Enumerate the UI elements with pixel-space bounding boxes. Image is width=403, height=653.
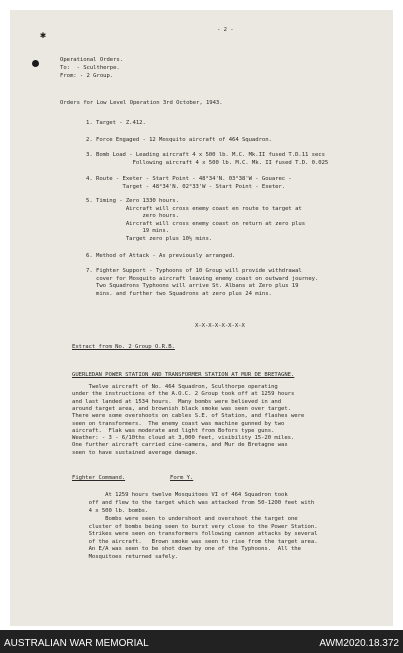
paragraph-line: off and flew to the target which was attacked from 50-1200 feet with bbox=[72, 500, 315, 506]
paragraph-line: and last landed at 1534 hours. Many bombs were believed in and bbox=[72, 398, 282, 405]
paragraph-line: of the aircraft. Brown smoke was seen to rise from the target area. bbox=[72, 538, 318, 545]
order-item-line: Target - 48°34'N. 02°33'W - Start Point - Exeter. bbox=[96, 183, 286, 190]
order-item-line: Aircraft will cross enemy coast on return at zero plus bbox=[96, 220, 306, 227]
section-divider: X-X-X-X-X-X-X-X bbox=[195, 323, 245, 329]
order-item-number: 2. bbox=[86, 137, 93, 143]
extract-title: Extract from No. 2 Group O.R.B. bbox=[72, 344, 175, 350]
order-item-line: Bomb Load - Leading aircraft 4 x 500 lb. M.C. Mk.II fused T.D.11 secs bbox=[96, 152, 325, 158]
section-title: GUERLEDAN POWER STATION AND TRANSFORMER STATION AT MUR DE BRETAGNE. bbox=[72, 372, 295, 378]
paragraph-line: 4 x 500 lb. bombs. bbox=[72, 508, 149, 514]
order-item-line: Following aircraft 4 x 500 lb. M.C. Mk. II fused T.D. 0.025 bbox=[96, 159, 329, 166]
order-item-line: Target - Z.412. bbox=[96, 120, 146, 126]
asterisk-mark-icon: ✱ bbox=[40, 30, 47, 41]
paragraph-line: One further aircraft carried cine-camera, and Mur de Bretagne was bbox=[72, 442, 288, 449]
paragraph-line: seen to have sustained average damage. bbox=[72, 449, 199, 456]
footer-accession-number: AWM2020.18.372 bbox=[319, 638, 399, 649]
fighter-command-label: Fighter Command. bbox=[72, 475, 126, 481]
header-title: Operational Orders. bbox=[60, 57, 124, 63]
order-item-line: Route - Exeter - Start Point - 48°34'N. 03°38'W - Gouarec - bbox=[96, 176, 292, 182]
paragraph-line: Bombs were seen to undershoot and overshoot the target one bbox=[72, 516, 298, 522]
order-item-line: zero hours. bbox=[96, 213, 179, 219]
order-item-line: Method of Attack - As previously arranged. bbox=[96, 253, 236, 259]
order-item-line: 19 mins. bbox=[96, 228, 169, 234]
order-item-line: mins. and further two Squadrons at zero plus 24 mins. bbox=[96, 290, 272, 297]
order-item-number: 3. bbox=[86, 152, 93, 158]
paragraph-line: Weather: - 3 - 6/10ths cloud at 3,000 feet, visibility 15-20 miles. bbox=[72, 435, 295, 442]
paragraph-line: seen on transformers. The enemy coast was machine gunned by two bbox=[72, 420, 285, 427]
paragraph-line: under the instructions of the A.O.C. 2 Group took off at 1259 hours bbox=[72, 391, 295, 398]
order-item-line: Target zero plus 10½ mins. bbox=[96, 235, 213, 242]
footer-archive-name: AUSTRALIAN WAR MEMORIAL bbox=[4, 638, 149, 649]
archive-footer bbox=[0, 630, 403, 653]
order-item-number: 4. bbox=[86, 176, 93, 182]
order-item-number: 5. bbox=[86, 198, 93, 204]
paragraph-line: Mosquitoes returned safely. bbox=[72, 554, 179, 560]
order-item-line: Timing - Zero 1330 hours. bbox=[96, 198, 179, 204]
order-item-line: Force Engaged - 12 Mosquito aircraft of 464 Squadron. bbox=[96, 137, 272, 143]
paragraph-line: aircraft. Flak was moderate and light from Bofors type guns. bbox=[72, 427, 275, 434]
order-item-line: Two Squadrons Typhoons will arrive St. Albans at Zero plus 19 bbox=[96, 283, 299, 289]
order-item-number: 7. bbox=[86, 268, 93, 274]
punch-hole-icon bbox=[32, 60, 39, 67]
order-item-line: cover for Mosquito aircraft leaving enemy coast on outward journey. bbox=[96, 275, 319, 282]
paragraph-line: around target area, and brownish black smoke was seen over target. bbox=[72, 405, 291, 412]
document-page bbox=[10, 10, 393, 626]
paragraph-line: At 1259 hours twelve Mosquitoes VI of 464 Squadron took bbox=[72, 492, 288, 498]
header-to: To: - Scultherpe. bbox=[60, 65, 120, 71]
paragraph-line: An E/A was seen to be shot down by one of the Typhoons. All the bbox=[72, 546, 301, 553]
order-item-number: 6. bbox=[86, 253, 93, 259]
order-item-number: 1. bbox=[86, 120, 93, 126]
orders-title: Orders for Low Level Operation 3rd October, 1943. bbox=[60, 100, 223, 106]
paragraph-line: Twelve aircraft of No. 464 Squadron, Sculthorpe operating bbox=[72, 384, 278, 390]
paragraph-line: cluster of bombs being seen to burst very close to the Power Station. bbox=[72, 523, 318, 530]
page-number: - 2 - bbox=[217, 27, 234, 33]
paragraph-line: Strikes were seen on transformers following cannon attacks by several bbox=[72, 531, 318, 538]
order-item-line: Fighter Support - Typhoons of 10 Group will provide withdrawal bbox=[96, 268, 302, 274]
header-from: From: - 2 Group. bbox=[60, 73, 114, 79]
form-y-label: Form Y. bbox=[170, 475, 194, 481]
paragraph-line: There were some overshoots on cables S.E. of Station, and flashes were bbox=[72, 413, 305, 420]
order-item-line: Aircraft will cross enemy coast en route to target at bbox=[96, 205, 302, 212]
